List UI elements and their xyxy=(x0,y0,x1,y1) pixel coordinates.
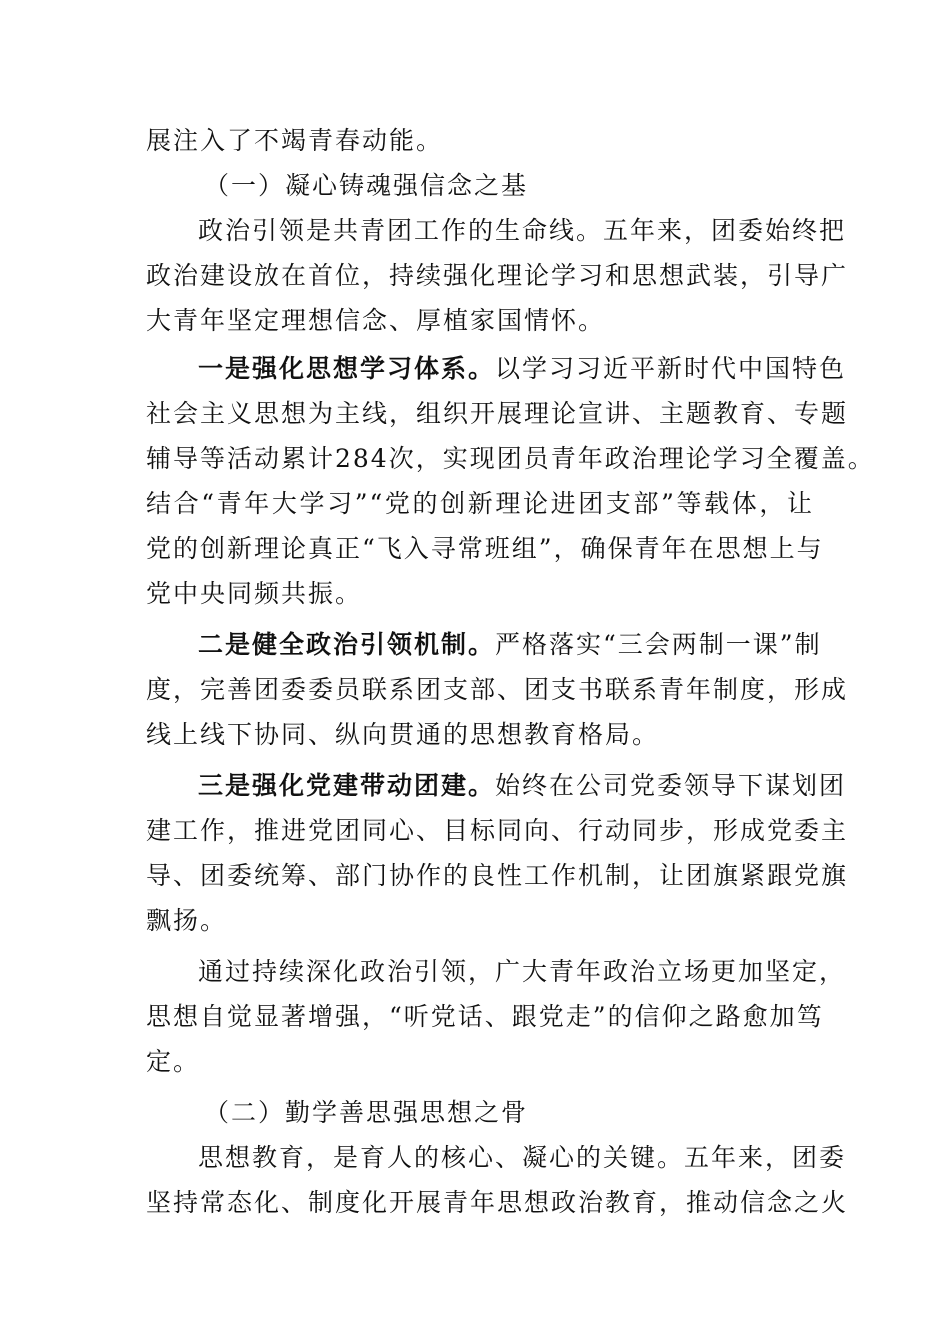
section-heading-1: （一）凝心铸魂强信念之基 xyxy=(204,171,529,200)
bold-lead-1: 一是强化思想学习体系。 xyxy=(198,354,496,383)
paragraph-line: 思想自觉显著增强，“听党话、跟党走”的信仰之路愈加笃 xyxy=(146,1002,824,1031)
paragraph-line: 辅导等活动累计284次，实现团员青年政治理论学习全覆盖。 xyxy=(146,444,875,473)
paragraph-line: 建工作，推进党团同心、目标同向、行动同步，形成党委主 xyxy=(146,816,849,845)
paragraph-line xyxy=(146,346,847,391)
paragraph-text: 严格落实“三会两制一课”制 xyxy=(495,630,822,659)
paragraph-line: 结合“青年大学习”“党的创新理论进团支部”等载体，让 xyxy=(146,489,814,518)
paragraph-line xyxy=(146,622,822,667)
bold-lead-2: 二是健全政治引领机制。 xyxy=(198,630,496,659)
paragraph-text: 始终在公司党委领导下谋划团 xyxy=(495,771,847,800)
paragraph-line: 定。 xyxy=(146,1047,201,1076)
section-heading-2: （二）勤学善思强思想之骨 xyxy=(204,1098,529,1127)
paragraph-line: 飘扬。 xyxy=(146,906,228,935)
paragraph-line: 党中央同频共振。 xyxy=(146,579,363,608)
paragraph-line: 导、团委统筹、部门协作的良性工作机制，让团旗紧跟党旗 xyxy=(146,861,849,890)
paragraph-line: 展注入了不竭青春动能。 xyxy=(146,126,444,155)
paragraph-line: 度，完善团委委员联系团支部、团支书联系青年制度，形成 xyxy=(146,675,849,704)
paragraph-line: 通过持续深化政治引领，广大青年政治立场更加坚定， xyxy=(198,957,847,986)
paragraph-line: 线上线下协同、纵向贯通的思想教育格局。 xyxy=(146,720,660,749)
document-body xyxy=(146,118,875,1225)
paragraph-line xyxy=(146,763,847,808)
paragraph-line: 大青年坚定理想信念、厚植家国情怀。 xyxy=(146,306,606,335)
bold-lead-3: 三是强化党建带动团建。 xyxy=(198,771,496,800)
paragraph-line: 政治建设放在首位，持续强化理论学习和思想武装，引导广 xyxy=(146,261,849,290)
paragraph-line: 党的创新理论真正“飞入寻常班组”，确保青年在思想上与 xyxy=(146,534,824,563)
paragraph-line: 政治引领是共青团工作的生命线。五年来，团委始终把 xyxy=(198,216,847,245)
paragraph-line: 思想教育，是育人的核心、凝心的关键。五年来，团委 xyxy=(198,1143,847,1172)
paragraph-line: 坚持常态化、制度化开展青年思想政治教育，推动信念之火 xyxy=(146,1188,849,1217)
paragraph-line: 社会主义思想为主线，组织开展理论宣讲、主题教育、专题 xyxy=(146,399,849,428)
paragraph-text: 以学习习近平新时代中国特色 xyxy=(495,354,847,383)
